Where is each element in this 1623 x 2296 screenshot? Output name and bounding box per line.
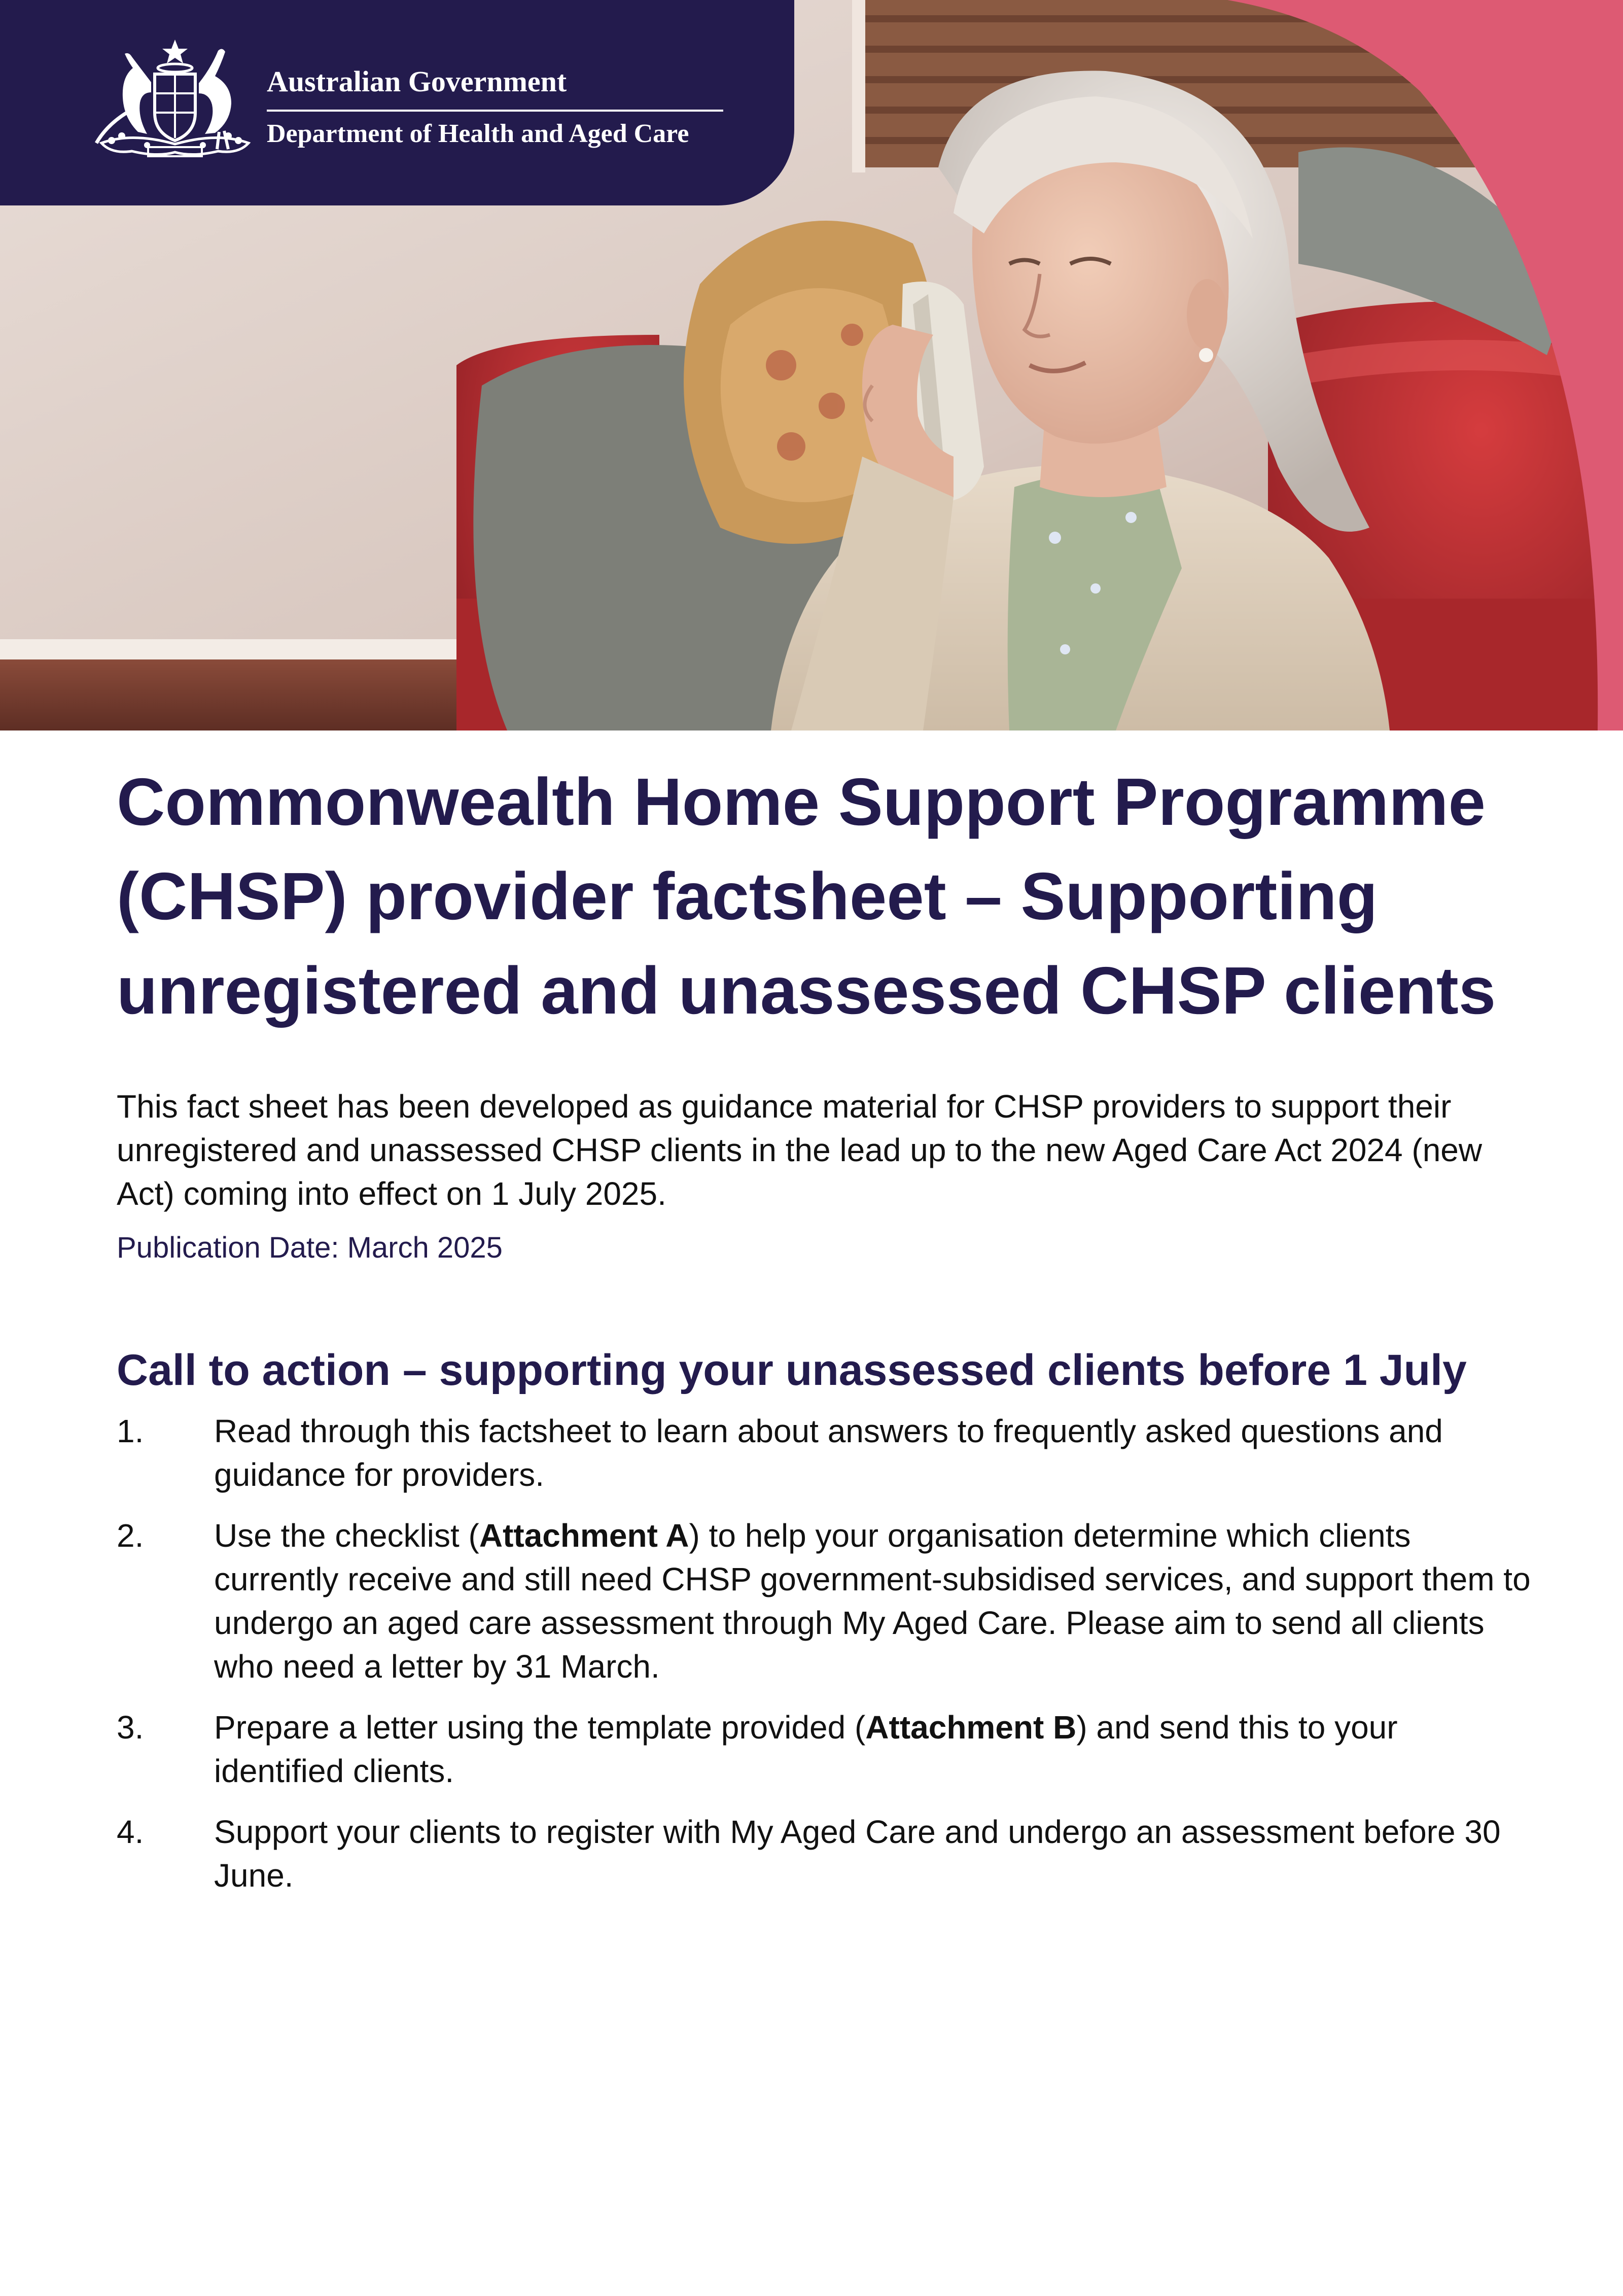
banner-divider	[267, 110, 723, 112]
intro-paragraph: This fact sheet has been developed as guidance material for CHSP providers to support their unregistered and unassessed CHSP clients in the lead up to the new Aged Care Act 2024 (new Act) coming into effect on 1 July 2025.	[117, 1088, 1483, 1212]
list-item	[117, 1409, 1532, 1497]
list-item-number: 1.	[117, 1413, 144, 1449]
list-item-text-part: ) and send this to your identified clients.	[214, 1709, 1398, 1789]
list-item-text	[214, 1709, 1398, 1789]
publication-date: Publication Date: March 2025	[117, 1231, 503, 1264]
list-item	[117, 1810, 1532, 1897]
list-item-text-part: ) to help your organisation determine which clients currently receive and still need CHSP government-subsidised services, and support them to undergo an aged care assessment through My Aged Care. Please aim to send all clients who need a letter by 31 March.	[214, 1517, 1531, 1685]
government-name: Australian Government	[267, 65, 567, 98]
call-to-action-heading: Call to action – supporting your unassessed clients before 1 July	[117, 1346, 1467, 1395]
list-item-number: 3.	[117, 1709, 144, 1746]
list-item	[117, 1514, 1532, 1688]
page-title: Commonwealth Home Support Programme (CHSP) provider factsheet – Supporting unregistered and unassessed CHSP clients	[117, 764, 1496, 1028]
government-banner	[0, 0, 794, 205]
list-item-number: 2.	[117, 1517, 144, 1554]
list-item-text	[214, 1517, 1531, 1685]
attachment-a-label: Attachment A	[479, 1517, 689, 1554]
coat-of-arms-icon	[91, 37, 259, 158]
attachment-b-label: Attachment B	[865, 1709, 1077, 1746]
list-item-number: 4.	[117, 1814, 144, 1850]
list-item-text-part: Prepare a letter using the template provided (	[214, 1709, 866, 1746]
list-item	[117, 1706, 1532, 1793]
call-to-action-list	[117, 1409, 1532, 1897]
list-item-text: Support your clients to register with My Aged Care and undergo an assessment before 30 June.	[214, 1814, 1501, 1894]
document-body	[117, 755, 1532, 1915]
list-item-text: Read through this factsheet to learn about answers to frequently asked questions and guidance for providers.	[214, 1413, 1443, 1493]
list-item-text-part: Use the checklist (	[214, 1517, 479, 1554]
department-name: Department of Health and Aged Care	[267, 119, 689, 148]
